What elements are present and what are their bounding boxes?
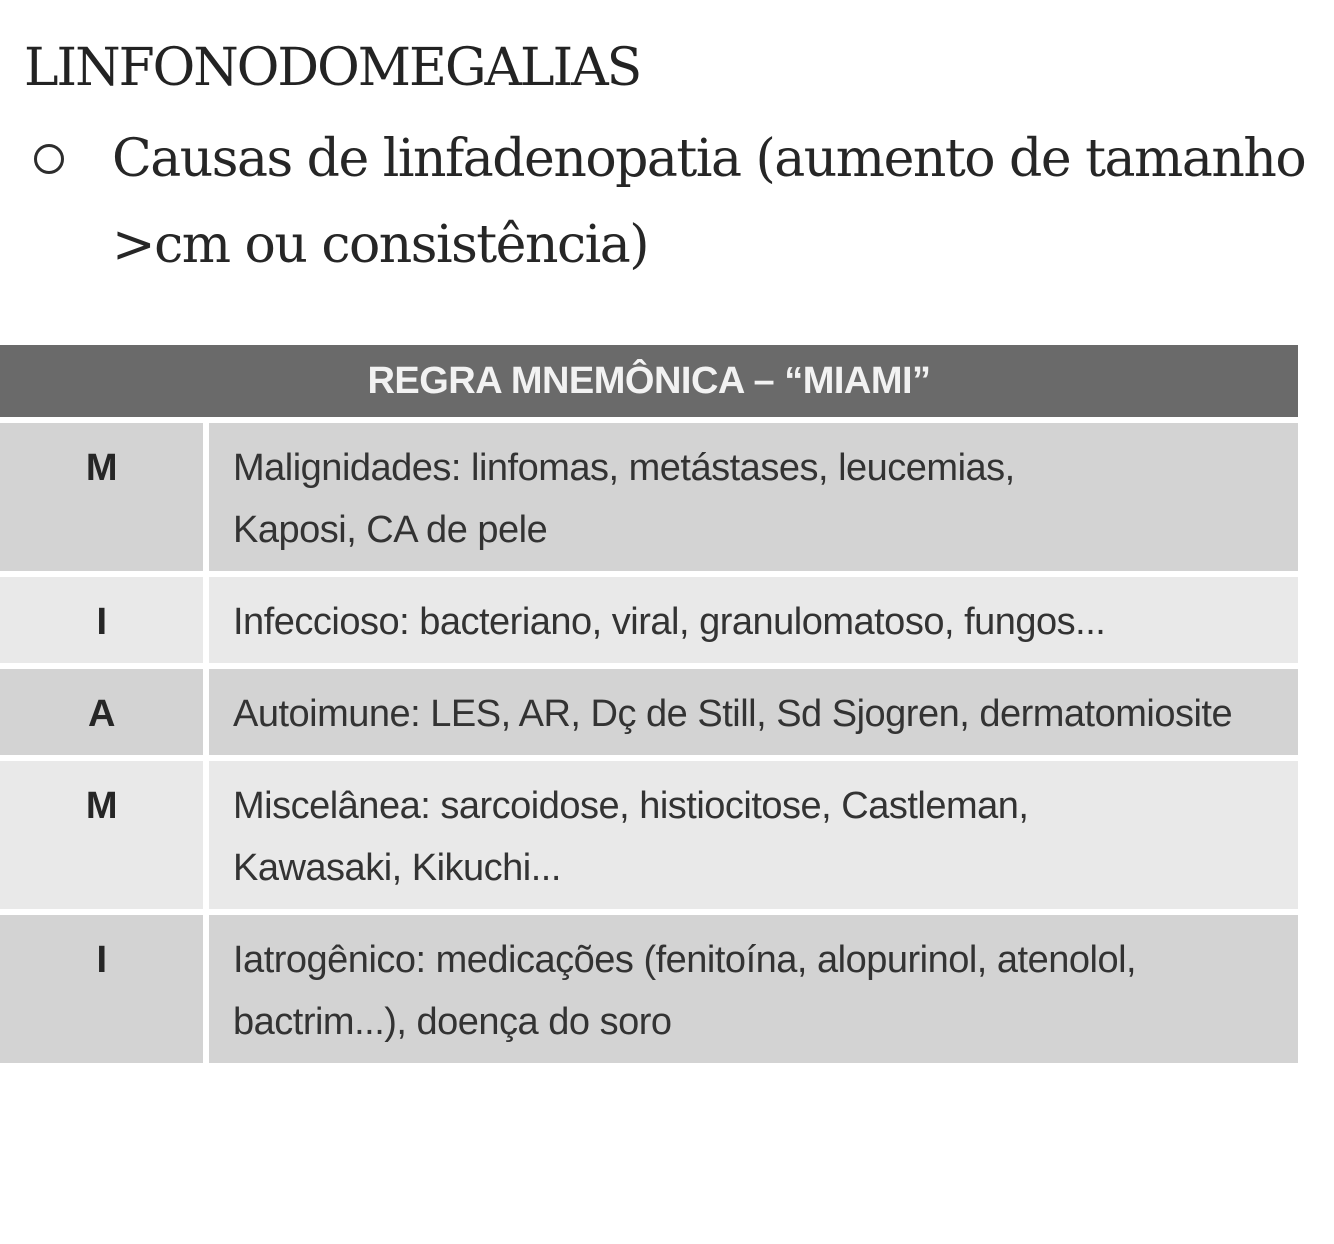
table-row <box>0 574 1298 666</box>
mnemonic-letter: I <box>0 574 206 666</box>
table-row <box>0 912 1298 1063</box>
mnemonic-letter: M <box>0 420 206 574</box>
mnemonic-table <box>0 345 1298 1063</box>
mnemonic-description: Miscelânea: sarcoidose, histiocitose, Castleman, Kawasaki, Kikuchi... <box>206 758 1298 912</box>
mnemonic-letter: I <box>0 912 206 1063</box>
mnemonic-description: Autoimune: LES, AR, Dç de Still, Sd Sjogren, dermatomiosite <box>206 666 1298 758</box>
bullet-text: Causas de linfadenopatia (aumento de tamanho >cm ou consistência) <box>112 129 1306 275</box>
table-row <box>0 758 1298 912</box>
mnemonic-description: Iatrogênico: medicações (fenitoína, alopurinol, atenolol, bactrim...), doença do soro <box>206 912 1298 1063</box>
page-title: LINFONODOMEGALIAS <box>24 38 641 98</box>
mnemonic-letter: A <box>0 666 206 758</box>
table-row <box>0 420 1298 574</box>
mnemonic-description: Infeccioso: bacteriano, viral, granulomatoso, fungos... <box>206 574 1298 666</box>
table-row <box>0 666 1298 758</box>
table-header-row <box>0 345 1298 420</box>
hollow-circle-bullet-icon <box>34 144 64 174</box>
mnemonic-letter: M <box>0 758 206 912</box>
table-title: REGRA MNEMÔNICA – “MIAMI” <box>0 345 1298 420</box>
mnemonic-description: Malignidades: linfomas, metástases, leucemias, Kaposi, CA de pele <box>206 420 1298 574</box>
